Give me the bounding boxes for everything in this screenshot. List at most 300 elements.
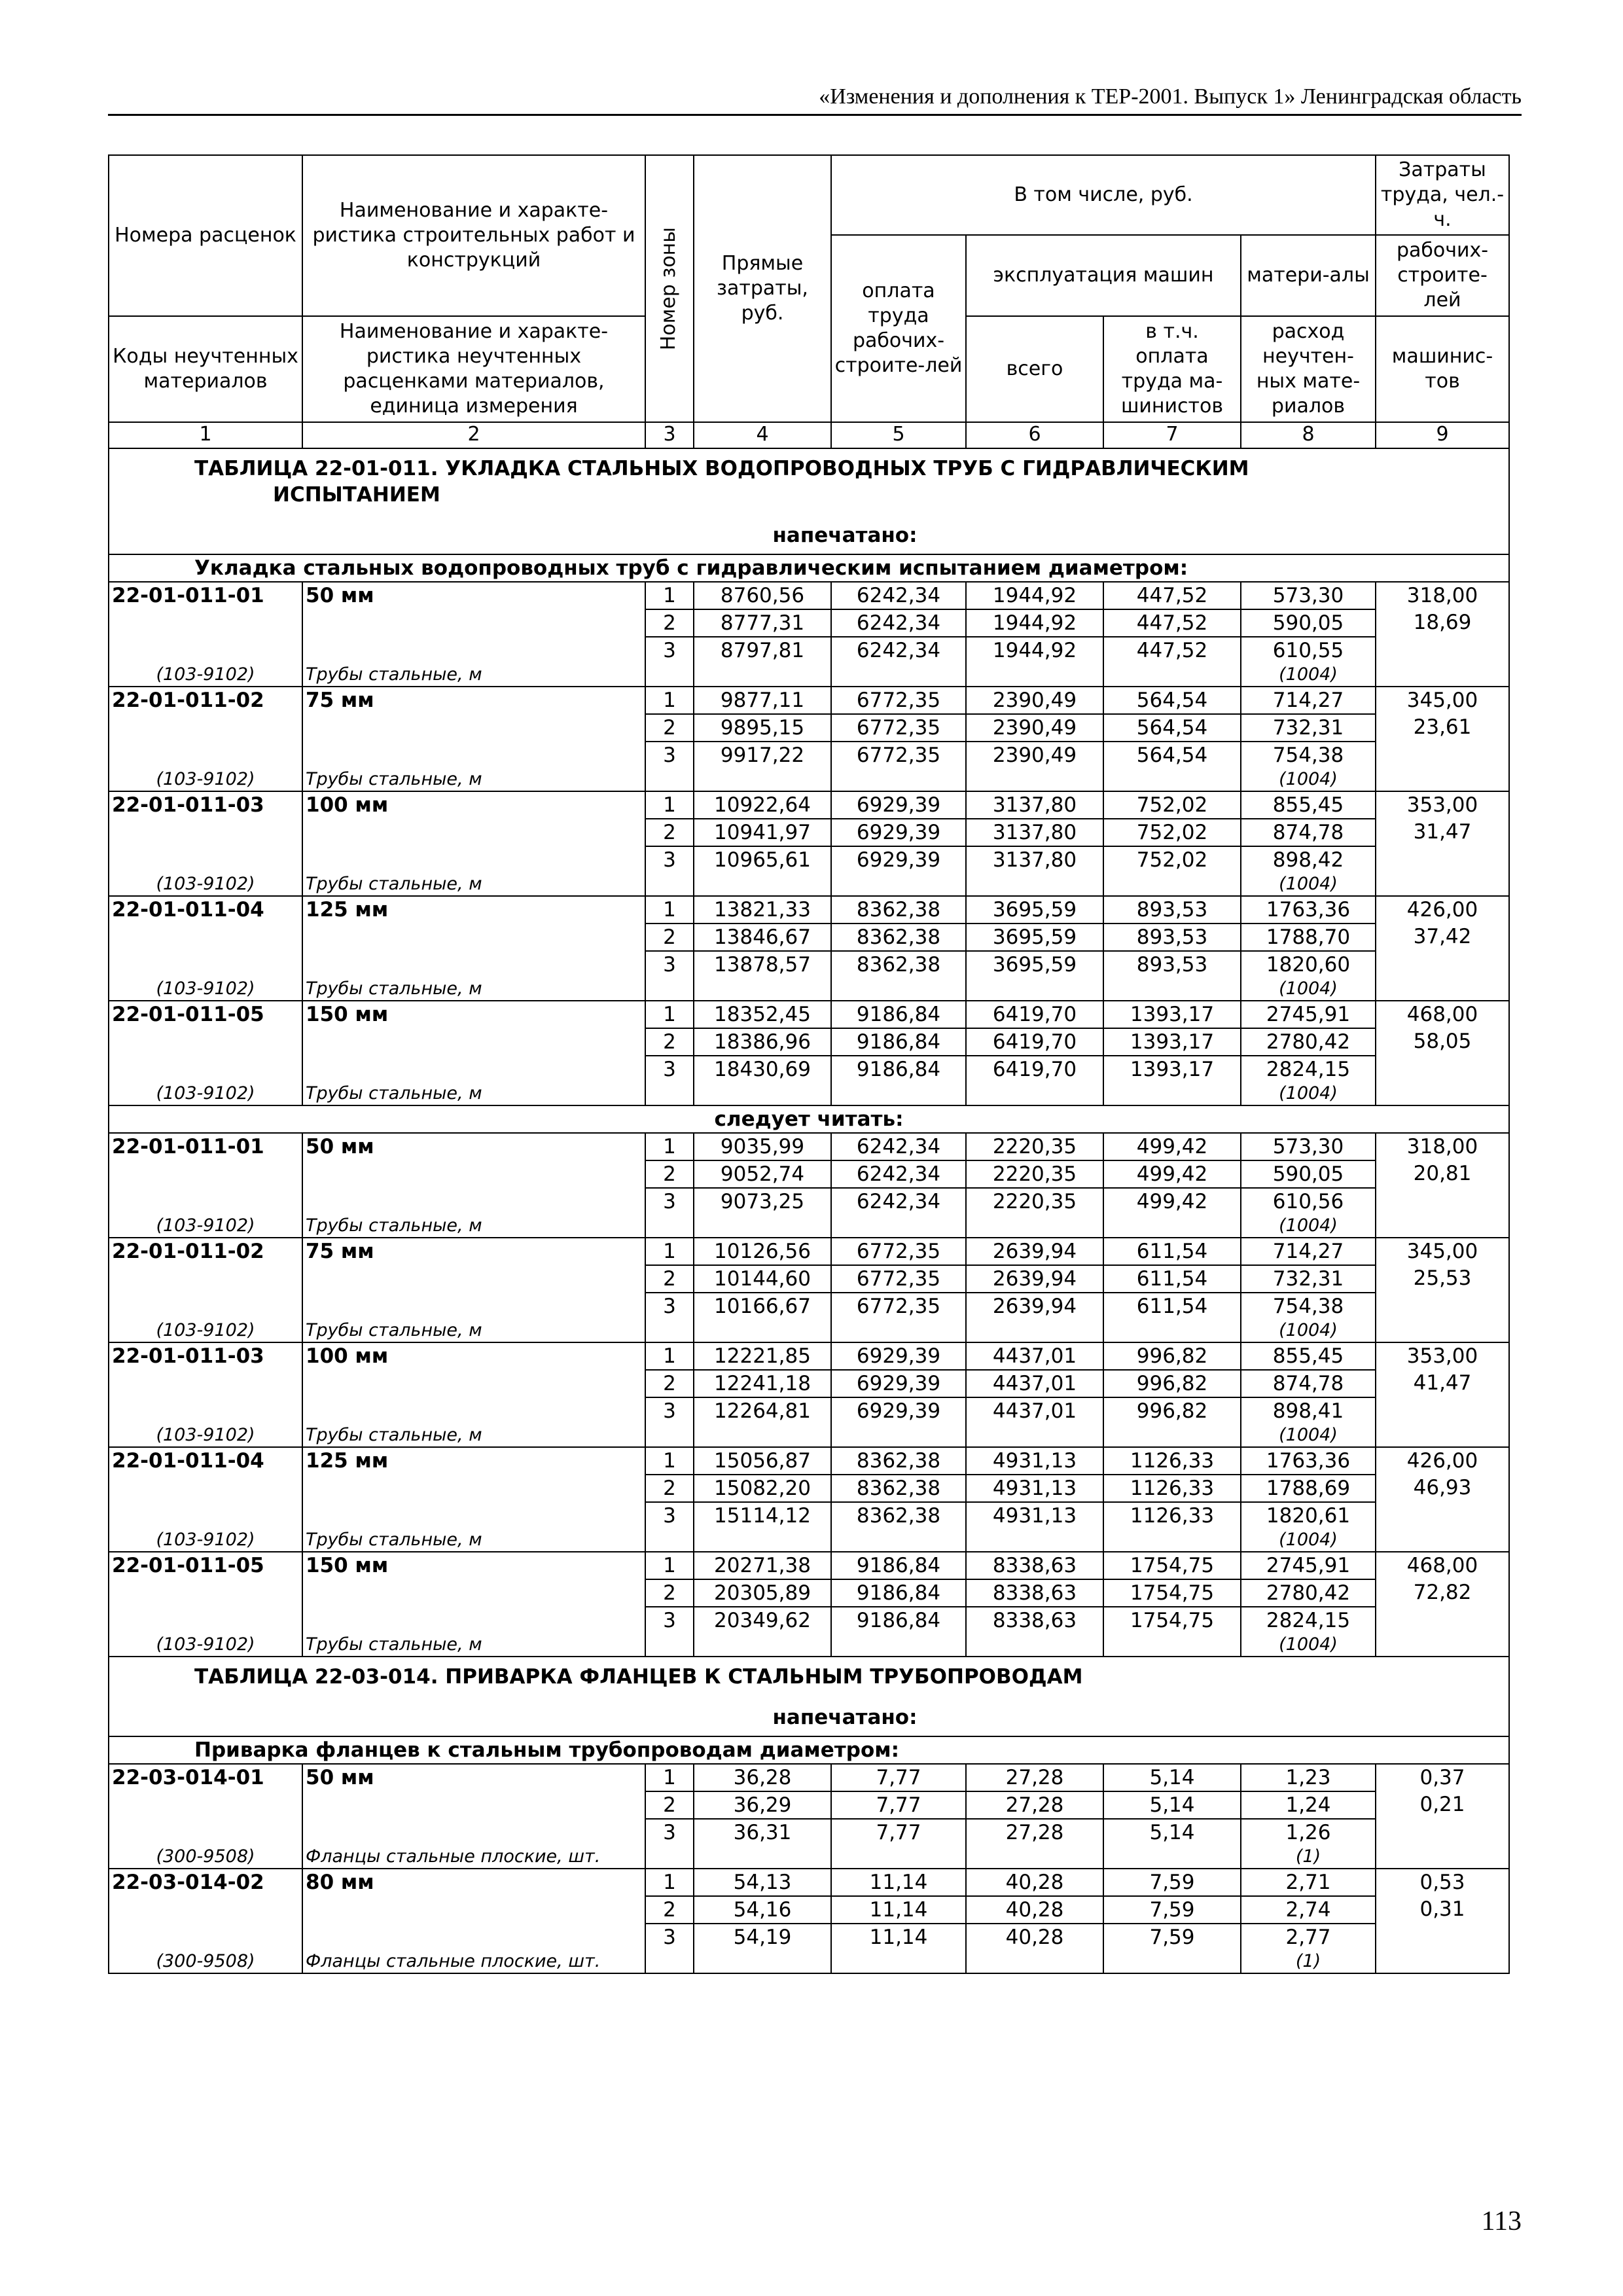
blank-cell: [831, 1634, 966, 1657]
table-row: [109, 951, 1509, 978]
machinists-wages: 1126,33: [1103, 1475, 1241, 1502]
blank-cell: [831, 1846, 966, 1869]
labor-machinists: 25,53: [1376, 1265, 1509, 1293]
zone-number: 3: [645, 1502, 694, 1529]
section-title-cell: [109, 1657, 1509, 1736]
direct-costs: 54,16: [694, 1896, 831, 1924]
blank-cell: [694, 1083, 831, 1105]
table-row: [109, 687, 1509, 714]
material-row: [109, 978, 1509, 1001]
materials: 898,42: [1241, 846, 1376, 873]
direct-costs-header: Прямые затраты, руб.: [694, 155, 831, 422]
blank-cell: [109, 1791, 302, 1819]
blank-cell: [645, 1215, 694, 1238]
material-row: [109, 1083, 1509, 1105]
material-row: [109, 768, 1509, 791]
machines-total: 4931,13: [966, 1475, 1103, 1502]
direct-costs: 36,31: [694, 1819, 831, 1846]
rate-code: 22-01-011-01: [109, 582, 302, 609]
blank-cell: [966, 1083, 1103, 1105]
table-row: [109, 1502, 1509, 1529]
col2-header-top: Наименование и характе-ристика строительных работ и конструкций: [302, 155, 645, 316]
material-quantity: (1004): [1241, 1319, 1376, 1342]
blank-cell: [1376, 1293, 1509, 1319]
material-quantity: (1004): [1241, 873, 1376, 896]
blank-cell: [109, 924, 302, 951]
material-row: [109, 1424, 1509, 1447]
machines-total: 2390,49: [966, 742, 1103, 768]
col1-header-bottom: Коды неучтенных материалов: [109, 316, 302, 422]
material-quantity: (1): [1241, 1846, 1376, 1869]
blank-cell: [302, 742, 645, 768]
blank-cell: [1376, 1397, 1509, 1424]
zone-number: 3: [645, 951, 694, 978]
blank-cell: [109, 1370, 302, 1397]
direct-costs: 15114,12: [694, 1502, 831, 1529]
zone-number: 1: [645, 1238, 694, 1265]
direct-costs: 9877,11: [694, 687, 831, 714]
material-code: (103-9102): [109, 1529, 302, 1552]
machines-total: 3137,80: [966, 791, 1103, 819]
machinists-wages: 996,82: [1103, 1342, 1241, 1370]
zone-number: 2: [645, 1370, 694, 1397]
blank-cell: [831, 664, 966, 687]
machines-total: 3695,59: [966, 951, 1103, 978]
machinists-wages: 1393,17: [1103, 1001, 1241, 1028]
blank-cell: [1103, 1950, 1241, 1973]
blank-cell: [1376, 1924, 1509, 1950]
zone-number: 2: [645, 1475, 694, 1502]
col-number: 3: [645, 422, 694, 448]
rate-code: 22-01-011-02: [109, 687, 302, 714]
material-quantity: (1004): [1241, 1634, 1376, 1657]
table-row: [109, 1001, 1509, 1028]
material-name: Трубы стальные, м: [302, 873, 645, 896]
machinists-wages: 447,52: [1103, 582, 1241, 609]
machinists-wages: 752,02: [1103, 791, 1241, 819]
col-number: 1: [109, 422, 302, 448]
direct-costs: 15082,20: [694, 1475, 831, 1502]
direct-costs: 20271,38: [694, 1552, 831, 1579]
machinists-wages: 996,82: [1103, 1370, 1241, 1397]
wages: 6772,35: [831, 1238, 966, 1265]
blank-cell: [694, 1215, 831, 1238]
rate-code: 22-01-011-02: [109, 1238, 302, 1265]
blank-cell: [1376, 768, 1509, 791]
blank-cell: [694, 1846, 831, 1869]
blank-cell: [1376, 664, 1509, 687]
material-quantity: (1004): [1241, 978, 1376, 1001]
blank-cell: [302, 1293, 645, 1319]
table-row: [109, 1896, 1509, 1924]
wages: 6772,35: [831, 687, 966, 714]
table-row: [109, 1160, 1509, 1188]
materials: 1820,60: [1241, 951, 1376, 978]
labor-machinists: 0,21: [1376, 1791, 1509, 1819]
direct-costs: 9917,22: [694, 742, 831, 768]
wages: 9186,84: [831, 1607, 966, 1634]
machines-total: 4931,13: [966, 1502, 1103, 1529]
labor-machinists: 20,81: [1376, 1160, 1509, 1188]
direct-costs: 15056,87: [694, 1447, 831, 1475]
table-row: [109, 1924, 1509, 1950]
machines-total: 40,28: [966, 1924, 1103, 1950]
material-code: (103-9102): [109, 873, 302, 896]
direct-costs: 9073,25: [694, 1188, 831, 1215]
material-name: Фланцы стальные плоские, шт.: [302, 1846, 645, 1869]
machines-total: 4437,01: [966, 1342, 1103, 1370]
blank-cell: [109, 1265, 302, 1293]
zone-number: 1: [645, 1342, 694, 1370]
blank-cell: [1376, 1056, 1509, 1083]
table-row: [109, 791, 1509, 819]
blank-cell: [966, 768, 1103, 791]
material-code: (300-9508): [109, 1846, 302, 1869]
wages: 9186,84: [831, 1001, 966, 1028]
direct-costs: 10166,67: [694, 1293, 831, 1319]
direct-costs: 18430,69: [694, 1056, 831, 1083]
zone-number: 1: [645, 1001, 694, 1028]
zone-number: 2: [645, 714, 694, 742]
materials: 1,23: [1241, 1764, 1376, 1791]
materials: 1,26: [1241, 1819, 1376, 1846]
table-row: [109, 819, 1509, 846]
zone-number: 2: [645, 1265, 694, 1293]
materials: 590,05: [1241, 1160, 1376, 1188]
table-row: [109, 1293, 1509, 1319]
materials: 1788,69: [1241, 1475, 1376, 1502]
zone-number: 2: [645, 1579, 694, 1607]
blank-cell: [302, 846, 645, 873]
rate-name: 100 мм: [302, 1342, 645, 1370]
wages: 6929,39: [831, 1370, 966, 1397]
material-row: [109, 1319, 1509, 1342]
table-row: [109, 1819, 1509, 1846]
wages: 8362,38: [831, 1475, 966, 1502]
section-title-row: [109, 448, 1509, 554]
col1-header-top: Номера расценок: [109, 155, 302, 316]
material-row: [109, 1950, 1509, 1973]
material-row: [109, 1215, 1509, 1238]
zone-number: 1: [645, 1869, 694, 1896]
material-row: [109, 1846, 1509, 1869]
wages: 8362,38: [831, 1447, 966, 1475]
machinists-wages: 611,54: [1103, 1265, 1241, 1293]
wages: 6929,39: [831, 1397, 966, 1424]
section-title-row: [109, 1657, 1509, 1736]
material-quantity: (1004): [1241, 1215, 1376, 1238]
table-row: [109, 1447, 1509, 1475]
rate-name: 80 мм: [302, 1869, 645, 1896]
wages: 8362,38: [831, 1502, 966, 1529]
blank-cell: [1103, 1215, 1241, 1238]
direct-costs: 12264,81: [694, 1397, 831, 1424]
blank-cell: [109, 1607, 302, 1634]
material-code: (103-9102): [109, 978, 302, 1001]
materials: 714,27: [1241, 1238, 1376, 1265]
blank-cell: [1376, 1607, 1509, 1634]
rate-name: 150 мм: [302, 1001, 645, 1028]
direct-costs: 8797,81: [694, 637, 831, 664]
read-as-row: [109, 1105, 1509, 1133]
machines-total: 6419,70: [966, 1001, 1103, 1028]
wages: 9186,84: [831, 1028, 966, 1056]
blank-cell: [1376, 1529, 1509, 1552]
machines-total: 3137,80: [966, 846, 1103, 873]
machinists-wages: 752,02: [1103, 846, 1241, 873]
subheader-row: [109, 1736, 1509, 1764]
zone-number: 3: [645, 1607, 694, 1634]
labor-machinists: 31,47: [1376, 819, 1509, 846]
col-number: 9: [1376, 422, 1509, 448]
blank-cell: [645, 873, 694, 896]
machines-total: 27,28: [966, 1819, 1103, 1846]
machines-total: 8338,63: [966, 1579, 1103, 1607]
col2-header-bottom: Наименование и характе-ристика неучтенных расценками материалов, единица измерения: [302, 316, 645, 422]
materials: 855,45: [1241, 791, 1376, 819]
blank-cell: [966, 1634, 1103, 1657]
machinists-wages: 5,14: [1103, 1819, 1241, 1846]
machines-total: 2639,94: [966, 1238, 1103, 1265]
material-name: Трубы стальные, м: [302, 768, 645, 791]
blank-cell: [1376, 1950, 1509, 1973]
materials: 855,45: [1241, 1342, 1376, 1370]
blank-cell: [966, 1424, 1103, 1447]
blank-cell: [109, 1579, 302, 1607]
machinists-wages: 1393,17: [1103, 1056, 1241, 1083]
blank-cell: [109, 609, 302, 637]
blank-cell: [109, 1819, 302, 1846]
material-row: [109, 873, 1509, 896]
zone-number: 3: [645, 1188, 694, 1215]
table-row: [109, 742, 1509, 768]
blank-cell: [694, 978, 831, 1001]
direct-costs: 10922,64: [694, 791, 831, 819]
materials: 732,31: [1241, 714, 1376, 742]
zone-number: 2: [645, 1160, 694, 1188]
rate-code: 22-01-011-04: [109, 896, 302, 924]
labor-workers: 426,00: [1376, 896, 1509, 924]
rate-code: 22-01-011-01: [109, 1133, 302, 1160]
material-name: Трубы стальные, м: [302, 1529, 645, 1552]
table-row: [109, 1188, 1509, 1215]
wages: 11,14: [831, 1924, 966, 1950]
labor-machinists: 58,05: [1376, 1028, 1509, 1056]
table-row: [109, 714, 1509, 742]
col-number: 5: [831, 422, 966, 448]
material-row: [109, 1529, 1509, 1552]
blank-cell: [645, 1529, 694, 1552]
machines-total: 3137,80: [966, 819, 1103, 846]
materials: 898,41: [1241, 1397, 1376, 1424]
blank-cell: [1376, 1819, 1509, 1846]
direct-costs: 36,29: [694, 1791, 831, 1819]
material-code: (103-9102): [109, 1424, 302, 1447]
machines-total: 4437,01: [966, 1397, 1103, 1424]
blank-cell: [302, 637, 645, 664]
blank-cell: [831, 768, 966, 791]
direct-costs: 12241,18: [694, 1370, 831, 1397]
blank-cell: [302, 1160, 645, 1188]
wages-header: оплата труда рабочих-строите-лей: [831, 235, 966, 422]
table-row: [109, 582, 1509, 609]
material-name: Трубы стальные, м: [302, 1319, 645, 1342]
rate-code: 22-01-011-05: [109, 1552, 302, 1579]
materials: 2,71: [1241, 1869, 1376, 1896]
wages: 8362,38: [831, 896, 966, 924]
machinists-wages: 1126,33: [1103, 1447, 1241, 1475]
machines-total: 2639,94: [966, 1265, 1103, 1293]
labor-workers: 345,00: [1376, 687, 1509, 714]
machinists-wages: 5,14: [1103, 1791, 1241, 1819]
blank-cell: [1376, 1188, 1509, 1215]
table-row: [109, 1265, 1509, 1293]
labor-workers: 468,00: [1376, 1001, 1509, 1028]
direct-costs: 54,13: [694, 1869, 831, 1896]
materials: 732,31: [1241, 1265, 1376, 1293]
blank-cell: [831, 1083, 966, 1105]
direct-costs: 13878,57: [694, 951, 831, 978]
wages: 6242,34: [831, 1188, 966, 1215]
wages: 6929,39: [831, 819, 966, 846]
table-row: [109, 609, 1509, 637]
blank-cell: [109, 1160, 302, 1188]
col-number: 6: [966, 422, 1103, 448]
labor-workers: 353,00: [1376, 791, 1509, 819]
machines-total: 40,28: [966, 1869, 1103, 1896]
blank-cell: [1376, 1502, 1509, 1529]
wages: 7,77: [831, 1819, 966, 1846]
table-row: [109, 1579, 1509, 1607]
materials: 2780,42: [1241, 1028, 1376, 1056]
labor-machinists: 23,61: [1376, 714, 1509, 742]
material-quantity: (1): [1241, 1950, 1376, 1973]
blank-cell: [302, 1791, 645, 1819]
zone-number: 2: [645, 924, 694, 951]
blank-cell: [1376, 873, 1509, 896]
blank-cell: [1103, 1083, 1241, 1105]
materials: 573,30: [1241, 1133, 1376, 1160]
material-name: Фланцы стальные плоские, шт.: [302, 1950, 645, 1973]
blank-cell: [1376, 1083, 1509, 1105]
machines-total: 3695,59: [966, 896, 1103, 924]
labor-machinists: 46,93: [1376, 1475, 1509, 1502]
material-quantity: (1004): [1241, 664, 1376, 687]
printed-label: напечатано:: [772, 524, 918, 547]
blank-cell: [645, 978, 694, 1001]
subheader: Приварка фланцев к стальным трубопроводам диаметром:: [109, 1736, 1509, 1764]
blank-cell: [109, 846, 302, 873]
blank-cell: [966, 1215, 1103, 1238]
zone-number: 1: [645, 896, 694, 924]
blank-cell: [1376, 637, 1509, 664]
wages: 6929,39: [831, 791, 966, 819]
blank-cell: [1376, 1319, 1509, 1342]
rate-code: 22-01-011-03: [109, 791, 302, 819]
machinists-header: машинис-тов: [1376, 316, 1509, 422]
machines-total: 2220,35: [966, 1133, 1103, 1160]
material-code: (103-9102): [109, 1319, 302, 1342]
material-quantity: (1004): [1241, 1529, 1376, 1552]
zone-number: 2: [645, 1028, 694, 1056]
blank-cell: [831, 1319, 966, 1342]
labor-machinists: 18,69: [1376, 609, 1509, 637]
running-header: «Изменения и дополнения к ТЕР-2001. Выпуск 1» Ленинградская область: [108, 84, 1522, 116]
blank-cell: [109, 1502, 302, 1529]
direct-costs: 13846,67: [694, 924, 831, 951]
table-row: [109, 1607, 1509, 1634]
read-as-label: следует читать:: [109, 1105, 1509, 1133]
table-row: [109, 1791, 1509, 1819]
materials: 714,27: [1241, 687, 1376, 714]
machinists-wages: 499,42: [1103, 1188, 1241, 1215]
blank-cell: [1376, 978, 1509, 1001]
machines-total: 8338,63: [966, 1607, 1103, 1634]
material-code: (103-9102): [109, 1215, 302, 1238]
machines-total: 2639,94: [966, 1293, 1103, 1319]
blank-cell: [1103, 664, 1241, 687]
blank-cell: [302, 1502, 645, 1529]
rate-code: 22-01-011-04: [109, 1447, 302, 1475]
including-header: В том числе, руб.: [831, 155, 1376, 235]
blank-cell: [966, 1319, 1103, 1342]
materials: 2,74: [1241, 1896, 1376, 1924]
material-code: (103-9102): [109, 664, 302, 687]
labor-machinists: 37,42: [1376, 924, 1509, 951]
machinists-wages: 7,59: [1103, 1924, 1241, 1950]
blank-cell: [302, 1028, 645, 1056]
materials: 1,24: [1241, 1791, 1376, 1819]
rate-name: 75 мм: [302, 1238, 645, 1265]
materials: 610,56: [1241, 1188, 1376, 1215]
materials: 573,30: [1241, 582, 1376, 609]
rates-table: [108, 154, 1510, 1974]
material-row: [109, 664, 1509, 687]
blank-cell: [302, 609, 645, 637]
materials: 874,78: [1241, 1370, 1376, 1397]
blank-cell: [1376, 1634, 1509, 1657]
labor-workers: 353,00: [1376, 1342, 1509, 1370]
blank-cell: [694, 768, 831, 791]
rate-name: 50 мм: [302, 1764, 645, 1791]
zone-number: 3: [645, 1056, 694, 1083]
blank-cell: [1376, 742, 1509, 768]
machines-total-header: всего: [966, 316, 1103, 422]
blank-cell: [1103, 873, 1241, 896]
col-number: 4: [694, 422, 831, 448]
wages: 9186,84: [831, 1552, 966, 1579]
section-title-cell: [109, 448, 1509, 554]
table-row: [109, 1475, 1509, 1502]
blank-cell: [1376, 1424, 1509, 1447]
blank-cell: [109, 742, 302, 768]
wages: 6772,35: [831, 742, 966, 768]
blank-cell: [966, 978, 1103, 1001]
material-name: Трубы стальные, м: [302, 1424, 645, 1447]
blank-cell: [109, 637, 302, 664]
zone-number: 2: [645, 609, 694, 637]
zone-number: 1: [645, 1133, 694, 1160]
machines-total: 1944,92: [966, 582, 1103, 609]
labor-machinists: 0,31: [1376, 1896, 1509, 1924]
blank-cell: [302, 1819, 645, 1846]
blank-cell: [831, 1950, 966, 1973]
blank-cell: [645, 1634, 694, 1657]
direct-costs: 54,19: [694, 1924, 831, 1950]
materials: 1788,70: [1241, 924, 1376, 951]
zone-number: 3: [645, 1819, 694, 1846]
direct-costs: 18352,45: [694, 1001, 831, 1028]
